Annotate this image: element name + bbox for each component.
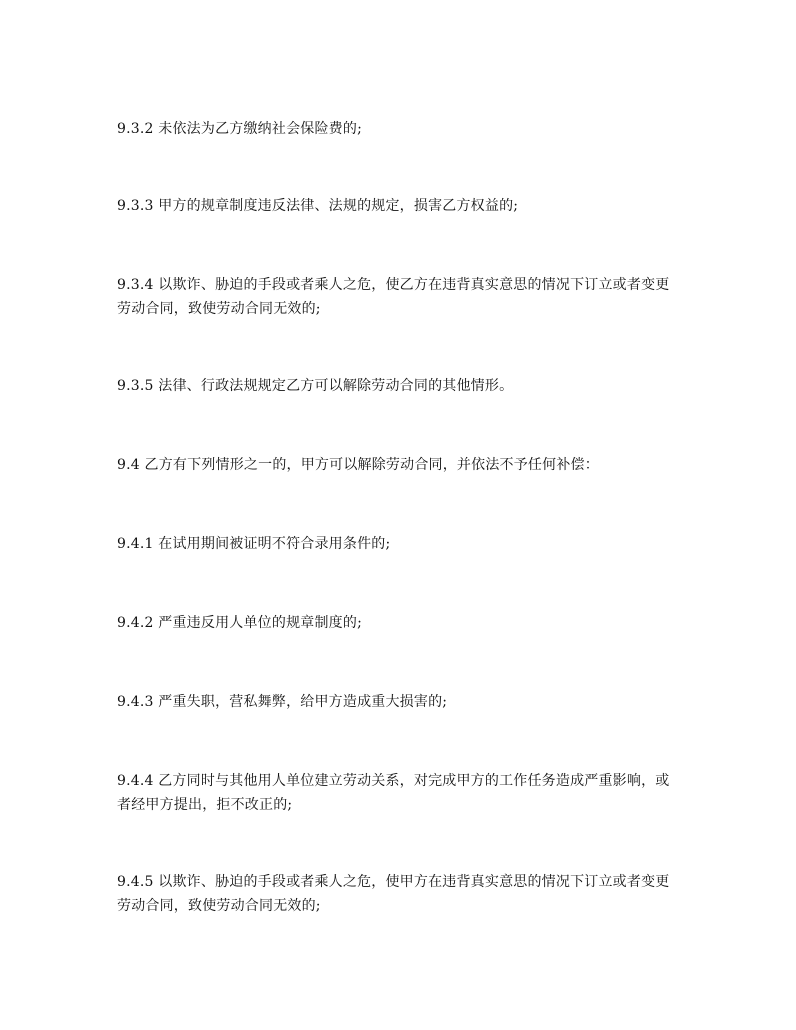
clause-9-4: 9.4 乙方有下列情形之一的，甲方可以解除劳动合同，并依法不予任何补偿： (117, 457, 599, 473)
clause-9-3-3: 9.3.3 甲方的规章制度违反法律、法规的规定，损害乙方权益的; (117, 198, 519, 214)
clause-9-4-1: 9.4.1 在试用期间被证明不符合录用条件的; (117, 536, 391, 552)
clause-9-4-2: 9.4.2 严重违反用人单位的规章制度的; (117, 615, 362, 631)
clause-9-4-3: 9.4.3 严重失职，营私舞弊，给甲方造成重大损害的; (117, 694, 448, 710)
clause-9-4-5: 9.4.5 以欺诈、胁迫的手段或者乘人之危，使甲方在违背真实意思的情况下订立或者变更劳动合同，致使劳动合同无效的; (117, 874, 670, 914)
clause-9-3-2: 9.3.2 未依法为乙方缴纳社会保险费的; (117, 121, 362, 137)
clause-9-3-5: 9.3.5 法律、行政法规规定乙方可以解除劳动合同的其他情形。 (117, 378, 514, 394)
clause-9-3-4: 9.3.4 以欺诈、胁迫的手段或者乘人之危，使乙方在违背真实意思的情况下订立或者变更劳动合同，致使劳动合同无效的; (117, 277, 670, 317)
clause-9-4-4: 9.4.4 乙方同时与其他用人单位建立劳动关系，对完成甲方的工作任务造成严重影响，或者经甲方提出，拒不改正的; (117, 773, 670, 813)
